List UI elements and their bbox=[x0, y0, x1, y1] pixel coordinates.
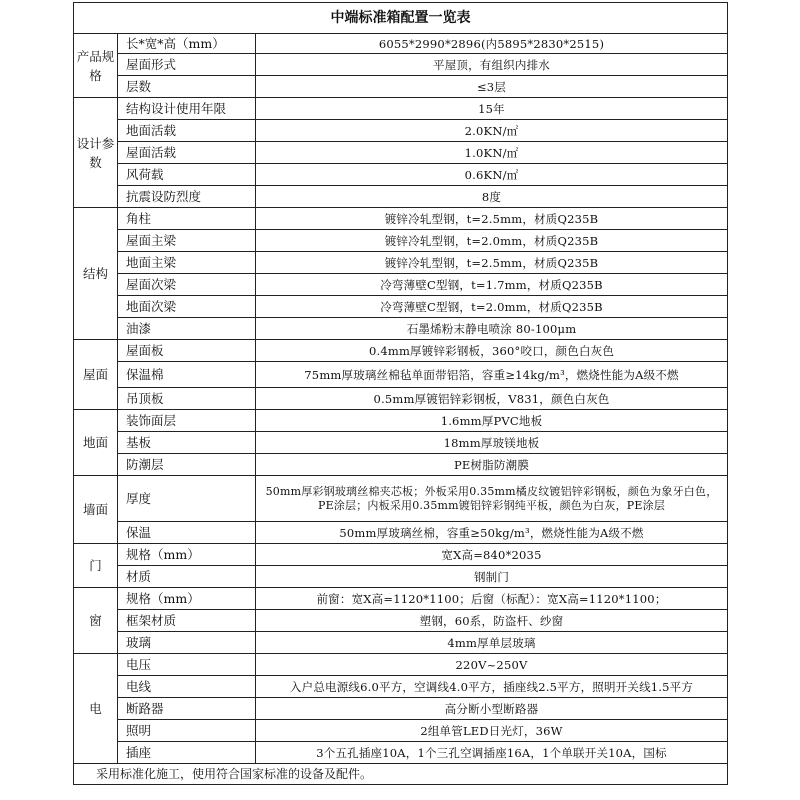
row-value: 高分断小型断路器 bbox=[256, 698, 728, 720]
row-label: 保温 bbox=[118, 522, 256, 544]
row-label: 保温棉 bbox=[118, 362, 256, 388]
row-value: 入户总电源线6.0平方，空调线4.0平方，插座线2.5平方，照明开关线1.5平方 bbox=[256, 676, 728, 698]
table-row bbox=[74, 362, 728, 388]
row-value: 6055*2990*2896(内5895*2830*2515) bbox=[256, 34, 728, 54]
row-label: 装饰面层 bbox=[118, 410, 256, 432]
row-value: 钢制门 bbox=[256, 566, 728, 588]
row-label: 屋面次梁 bbox=[118, 274, 256, 296]
row-label: 照明 bbox=[118, 720, 256, 742]
table-row bbox=[74, 34, 728, 54]
row-value: 220V~250V bbox=[256, 654, 728, 676]
row-label: 地面活载 bbox=[118, 120, 256, 142]
row-value: 18mm厚玻镁地板 bbox=[256, 432, 728, 454]
row-value: 0.4mm厚镀锌彩钢板，360°咬口，颜色白灰色 bbox=[256, 340, 728, 362]
row-value: 冷弯薄壁C型钢，t=1.7mm，材质Q235B bbox=[256, 274, 728, 296]
row-value: 50mm厚彩钢玻璃丝棉夹芯板；外板采用0.35mm橘皮纹镀铝锌彩钢板，颜色为象牙白色，PE涂层；内板采用0.35mm镀铝锌彩钢纯平板，颜色为白灰，PE涂层 bbox=[256, 476, 728, 522]
page-title: 中端标准箱配置一览表 bbox=[74, 3, 728, 34]
table-row bbox=[74, 208, 728, 230]
config-table bbox=[73, 2, 728, 785]
row-value: 宽X高=840*2035 bbox=[256, 544, 728, 566]
footer-note: 采用标准化施工，使用符合国家标准的设备及配件。 bbox=[74, 764, 728, 785]
row-value: ≤3层 bbox=[256, 76, 728, 98]
row-value: PE树脂防潮膜 bbox=[256, 454, 728, 476]
row-value: 3个五孔插座10A，1个三孔空调插座16A，1个单联开关10A，国标 bbox=[256, 742, 728, 764]
config-sheet bbox=[73, 2, 727, 785]
table-row bbox=[74, 410, 728, 432]
row-value: 75mm厚玻璃丝棉毡单面带铝箔，容重≥14kg/m³，燃烧性能为A级不燃 bbox=[256, 362, 728, 388]
row-label: 玻璃 bbox=[118, 632, 256, 654]
table-row bbox=[74, 698, 728, 720]
row-value: 4mm厚单层玻璃 bbox=[256, 632, 728, 654]
row-label: 屋面形式 bbox=[118, 54, 256, 76]
table-row bbox=[74, 720, 728, 742]
row-label: 吊顶板 bbox=[118, 388, 256, 410]
row-value: 冷弯薄壁C型钢，t=2.0mm，材质Q235B bbox=[256, 296, 728, 318]
table-row bbox=[74, 522, 728, 544]
table-row bbox=[74, 588, 728, 610]
row-label: 层数 bbox=[118, 76, 256, 98]
table-row bbox=[74, 432, 728, 454]
category-cell: 地面 bbox=[74, 410, 118, 476]
table-row bbox=[74, 186, 728, 208]
row-label: 屋面主梁 bbox=[118, 230, 256, 252]
footer-row bbox=[74, 764, 728, 785]
table-row bbox=[74, 340, 728, 362]
row-label: 材质 bbox=[118, 566, 256, 588]
table-row bbox=[74, 230, 728, 252]
row-value: 15年 bbox=[256, 98, 728, 120]
table-row bbox=[74, 142, 728, 164]
table-row bbox=[74, 388, 728, 410]
row-label: 断路器 bbox=[118, 698, 256, 720]
table-row bbox=[74, 544, 728, 566]
row-label: 规格（mm） bbox=[118, 588, 256, 610]
table-row bbox=[74, 164, 728, 186]
table-row bbox=[74, 54, 728, 76]
row-label: 插座 bbox=[118, 742, 256, 764]
config-table-body bbox=[74, 3, 728, 785]
row-label: 电压 bbox=[118, 654, 256, 676]
row-value: 前窗：宽X高=1120*1100；后窗（标配）：宽X高=1120*1100； bbox=[256, 588, 728, 610]
table-row bbox=[74, 76, 728, 98]
category-cell: 设计参数 bbox=[74, 98, 118, 208]
category-cell: 门 bbox=[74, 544, 118, 588]
row-value: 0.5mm厚镀铝锌彩钢板，V831，颜色白灰色 bbox=[256, 388, 728, 410]
category-cell: 结构 bbox=[74, 208, 118, 340]
table-row bbox=[74, 274, 728, 296]
row-label: 长*宽*高（mm） bbox=[118, 34, 256, 54]
table-row bbox=[74, 454, 728, 476]
row-label: 框架材质 bbox=[118, 610, 256, 632]
table-row bbox=[74, 654, 728, 676]
table-row bbox=[74, 742, 728, 764]
table-row bbox=[74, 566, 728, 588]
category-cell: 窗 bbox=[74, 588, 118, 654]
row-label: 风荷载 bbox=[118, 164, 256, 186]
row-label: 基板 bbox=[118, 432, 256, 454]
row-value: 0.6KN/㎡ bbox=[256, 164, 728, 186]
row-value: 镀锌冷轧型钢，t=2.5mm，材质Q235B bbox=[256, 208, 728, 230]
table-row bbox=[74, 610, 728, 632]
row-label: 角柱 bbox=[118, 208, 256, 230]
row-label: 厚度 bbox=[118, 476, 256, 522]
row-value: 50mm厚玻璃丝棉，容重≥50kg/m³，燃烧性能为A级不燃 bbox=[256, 522, 728, 544]
table-row bbox=[74, 632, 728, 654]
category-cell: 墙面 bbox=[74, 476, 118, 544]
row-label: 地面主梁 bbox=[118, 252, 256, 274]
row-value: 塑钢，60系，防盗杆、纱窗 bbox=[256, 610, 728, 632]
row-label: 规格（mm） bbox=[118, 544, 256, 566]
table-row bbox=[74, 296, 728, 318]
row-label: 屋面板 bbox=[118, 340, 256, 362]
table-row bbox=[74, 120, 728, 142]
table-row bbox=[74, 676, 728, 698]
category-cell: 屋面 bbox=[74, 340, 118, 410]
category-cell: 产品规格 bbox=[74, 34, 118, 98]
table-row bbox=[74, 252, 728, 274]
row-value: 石墨烯粉末静电喷涂 80-100μm bbox=[256, 318, 728, 340]
row-value: 镀锌冷轧型钢，t=2.5mm，材质Q235B bbox=[256, 252, 728, 274]
row-label: 地面次梁 bbox=[118, 296, 256, 318]
category-cell: 电 bbox=[74, 654, 118, 764]
row-value: 1.6mm厚PVC地板 bbox=[256, 410, 728, 432]
row-value: 1.0KN/㎡ bbox=[256, 142, 728, 164]
row-value: 8度 bbox=[256, 186, 728, 208]
title-row bbox=[74, 3, 728, 34]
row-label: 油漆 bbox=[118, 318, 256, 340]
table-row bbox=[74, 476, 728, 522]
row-value: 2组单管LED日光灯，36W bbox=[256, 720, 728, 742]
row-value: 镀锌冷轧型钢，t=2.0mm，材质Q235B bbox=[256, 230, 728, 252]
table-row bbox=[74, 318, 728, 340]
row-label: 结构设计使用年限 bbox=[118, 98, 256, 120]
table-row bbox=[74, 98, 728, 120]
row-label: 抗震设防烈度 bbox=[118, 186, 256, 208]
row-label: 防潮层 bbox=[118, 454, 256, 476]
row-value: 2.0KN/㎡ bbox=[256, 120, 728, 142]
row-label: 屋面活载 bbox=[118, 142, 256, 164]
row-value: 平屋顶，有组织内排水 bbox=[256, 54, 728, 76]
row-label: 电线 bbox=[118, 676, 256, 698]
